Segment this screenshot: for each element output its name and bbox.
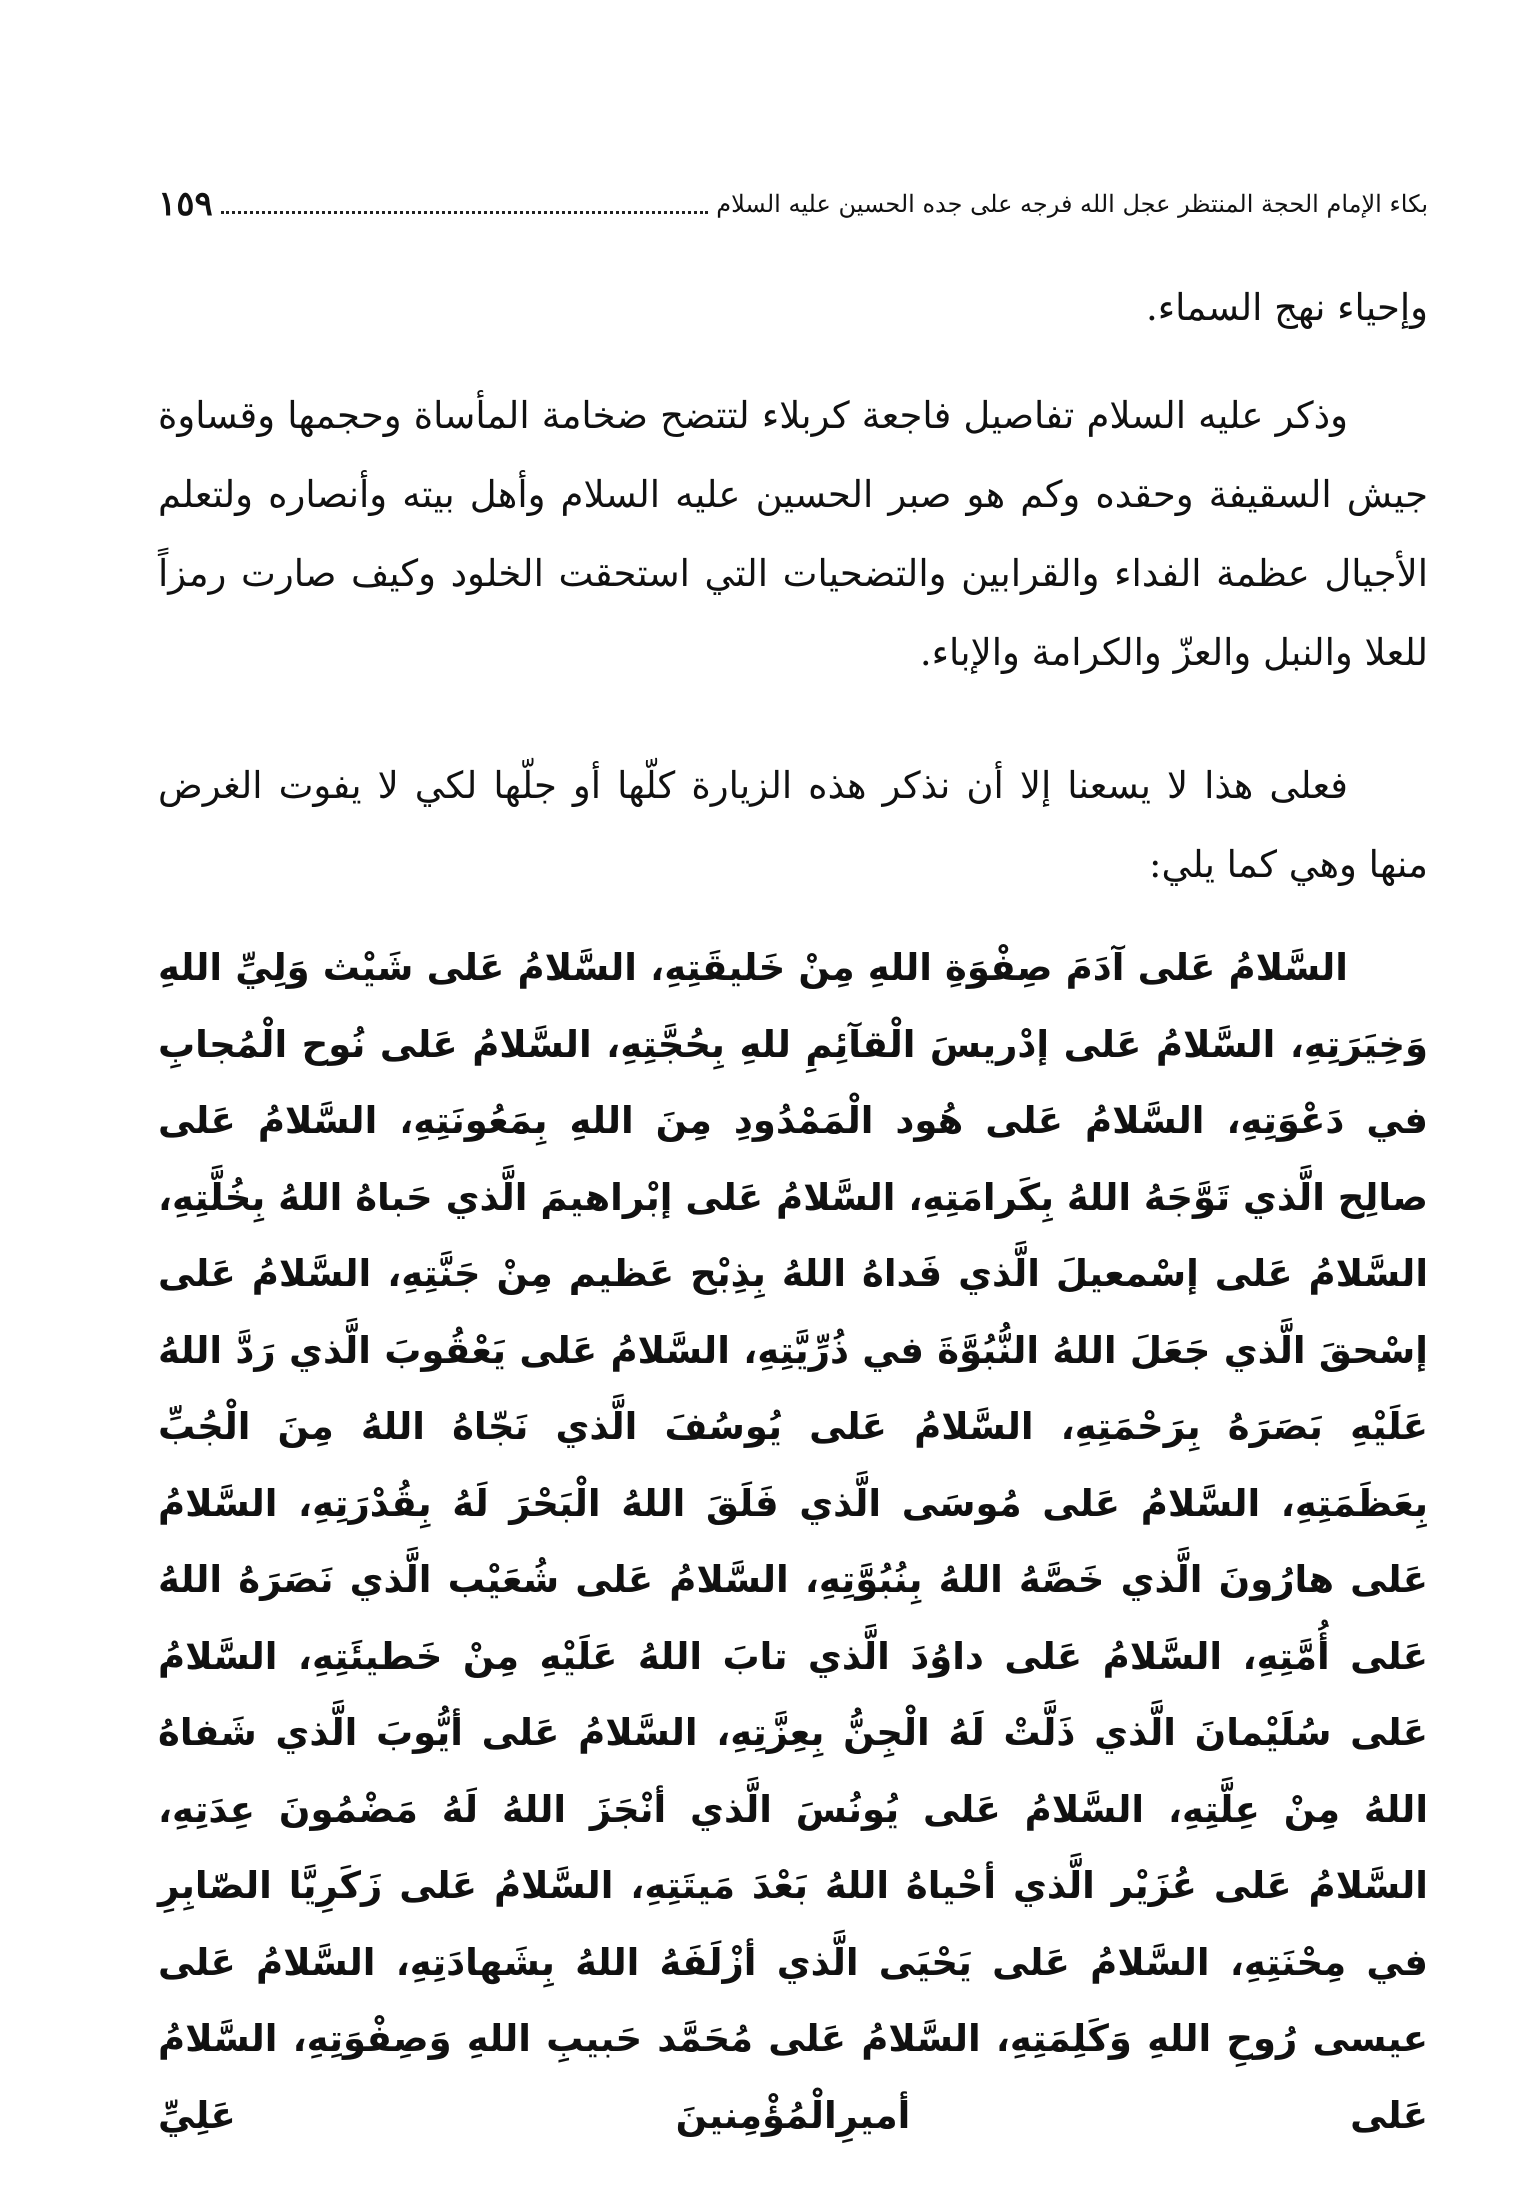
running-header — [158, 178, 1428, 224]
leader-dots — [221, 211, 708, 214]
page-number: ١٥٩ — [158, 184, 213, 224]
paragraph-2: وذكر عليه السلام تفاصيل فاجعة كربلاء لتتضح ضخامة المأساة وحجمها وقساوة جيش السقيفة وحقده وكم هو صبر الحسين عليه السلام وأهل بيته وأنصاره ولتعلم الأجيال عظمة الفداء والقرابين والتضحيات التي استحقت الخلود وكيف صارت رمزاً للعلا والنبل والعزّ والكرامة والإباء. — [158, 394, 1428, 674]
paragraph-3: فعلى هذا لا يسعنا إلا أن نذكر هذه الزيارة كلّها أو جلّها لكي لا يفوت الغرض منها وهي كما يلي: — [158, 764, 1428, 886]
running-title: بكاء الإمام الحجة المنتظر عجل الله فرجه على جده الحسين عليه السلام — [716, 190, 1428, 218]
paragraph-1: وإحياء نهج السماء. — [1146, 286, 1428, 329]
ziyara-text: السَّلامُ عَلى آدَمَ صِفْوَةِ اللهِ مِنْ خَليقَتِهِ، السَّلامُ عَلى شَيْث وَلِيِّ اللهِ وَخِيَرَتِهِ، السَّلامُ عَلى إدْريسَ الْقآئِمِ للهِ بِحُجَّتِهِ، السَّلامُ عَلى نُوح الْمُجابِ في دَعْوَتِهِ، السَّلامُ عَلى هُود الْمَمْدُودِ مِنَ اللهِ بِمَعُونَتِهِ، السَّلامُ عَلى صالِح الَّذي تَوَّجَهُ اللهُ بِكَرامَتِهِ، السَّلامُ عَلى إبْراهيمَ الَّذي حَباهُ اللهُ بِخُلَّتِهِ، السَّلامُ عَلى إسْمعيلَ الَّذي فَداهُ اللهُ بِذِبْح عَظيم مِنْ جَنَّتِهِ، السَّلامُ عَلى إسْحقَ الَّذي جَعَلَ اللهُ النُّبُوَّةَ في ذُرِّيَّتِهِ، السَّلامُ عَلى يَعْقُوبَ الَّذي رَدَّ اللهُ عَلَيْهِ بَصَرَهُ بِرَحْمَتِهِ، السَّلامُ عَلى يُوسُفَ الَّذي نَجّاهُ اللهُ مِنَ الْجُبِّ بِعَظَمَتِهِ، السَّلامُ عَلى مُوسَى الَّذي فَلَقَ اللهُ الْبَحْرَ لَهُ بِقُدْرَتِهِ، السَّلامُ عَلى هارُونَ الَّذي خَصَّهُ اللهُ بِنُبُوَّتِهِ، السَّلامُ عَلى شُعَيْب الَّذي نَصَرَهُ اللهُ عَلى أُمَّتِهِ، السَّلامُ عَلى داوُدَ الَّذي تابَ اللهُ عَلَيْهِ مِنْ خَطيئَتِهِ، السَّلامُ عَلى سُلَيْمانَ الَّذي ذَلَّتْ لَهُ الْجِنُّ بِعِزَّتِهِ، السَّلامُ عَلى أيُّوبَ الَّذي شَفاهُ اللهُ مِنْ عِلَّتِهِ، السَّلامُ عَلى يُونُسَ الَّذي أنْجَزَ اللهُ لَهُ مَضْمُونَ عِدَتِهِ، السَّلامُ عَلى عُزَيْر الَّذي أحْياهُ اللهُ بَعْدَ مَيتَتِهِ، السَّلامُ عَلى زَكَرِيَّا الصّابِرِ في مِحْنَتِهِ، السَّلامُ عَلى يَحْيَى الَّذي أزْلَفَهُ اللهُ بِشَهادَتِهِ، السَّلامُ عَلى عيسى رُوحِ اللهِ وَكَلِمَتِهِ، السَّلامُ عَلى مُحَمَّد حَبيبِ اللهِ وَصِفْوَتِهِ، السَّلامُ عَلى أميرِالْمُؤْمِنينَ عَلِيِّ — [158, 946, 1428, 2137]
